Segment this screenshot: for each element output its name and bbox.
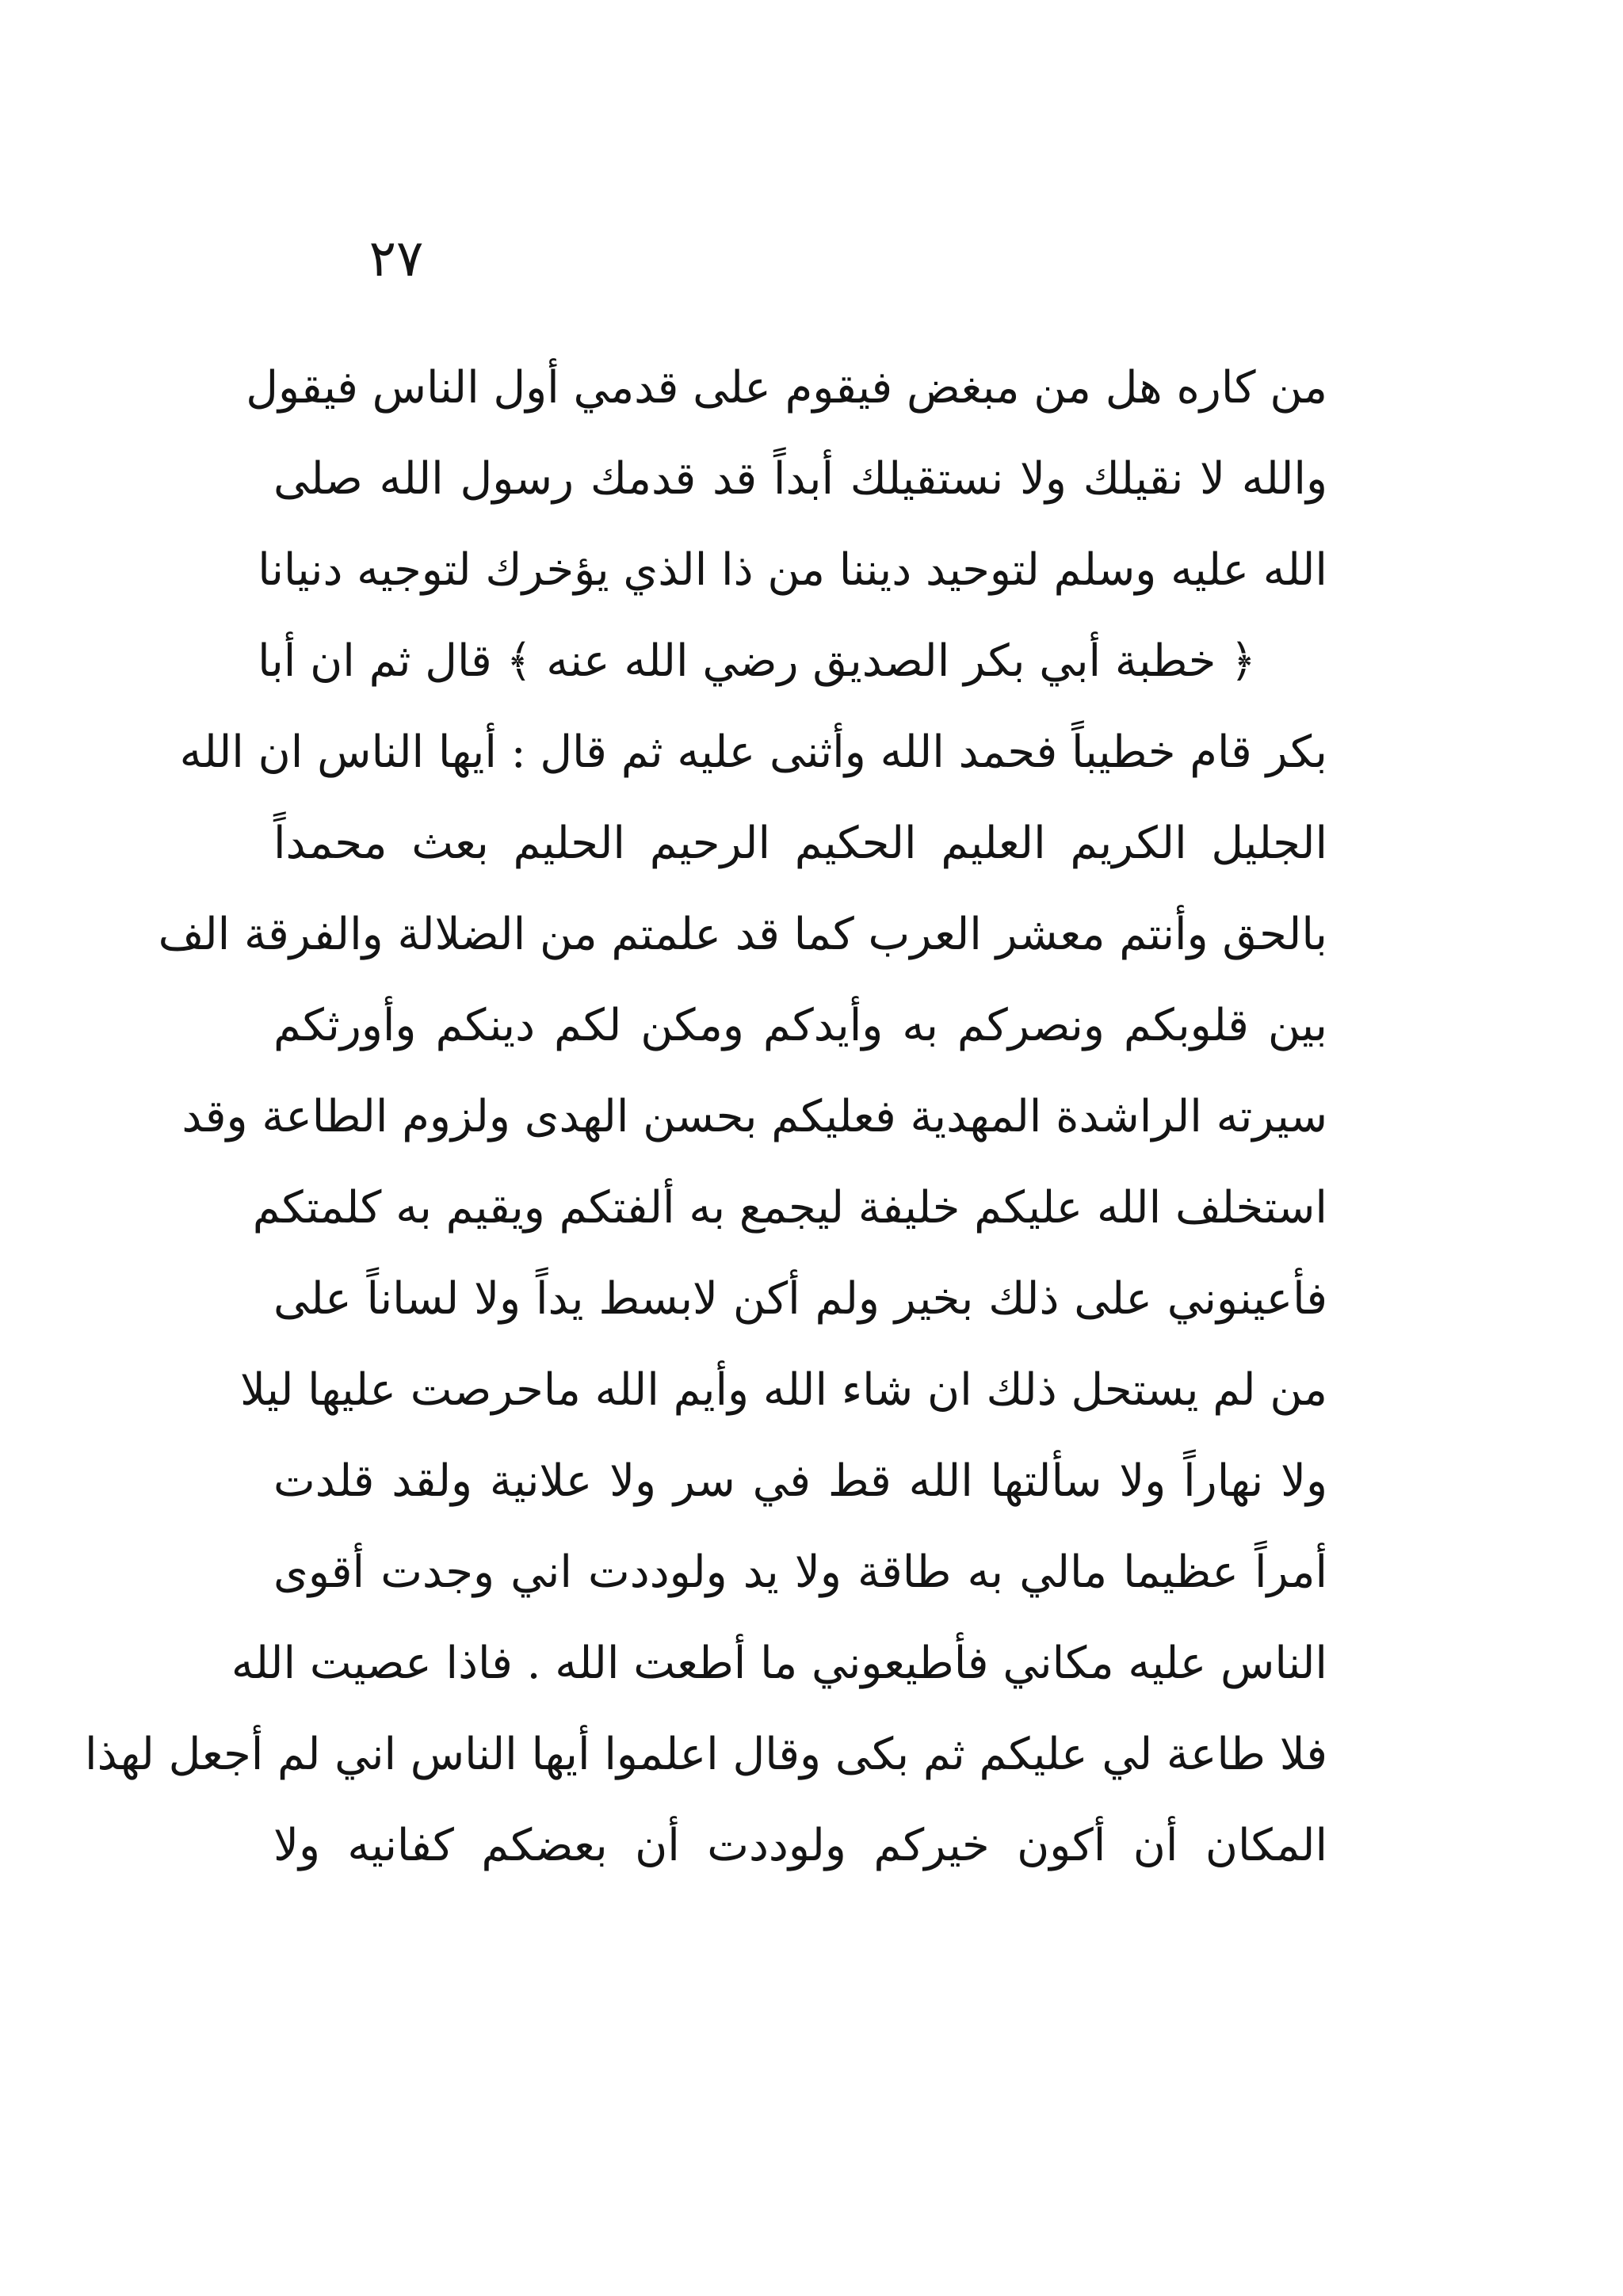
text-line: المكان أن أكون خيركم ولوددت أن بعضكم كفانيه ولا [273, 1820, 1327, 1871]
text-line: الجليل الكريم العليم الحكيم الرحيم الحليم بعث محمداً [273, 818, 1327, 869]
text-line: أمراً عظيما مالي به طاقة ولا يد ولوددت اني وجدت أقوى [273, 1547, 1327, 1598]
text-line: الله عليه وسلم لتوحيد ديننا من ذا الذي يؤخرك لتوجيه دنيانا [258, 544, 1327, 596]
text-line: من كاره هل من مبغض فيقوم على قدمي أول الناس فيقول [246, 362, 1327, 414]
text-line: فلا طاعة لي عليكم ثم بكى وقال اعلموا أيها الناس اني لم أجعل لهذا [85, 1729, 1327, 1780]
text-line: والله لا نقيلك ولا نستقيلك أبداً قد قدمك رسول الله صلى [273, 453, 1327, 505]
text-line: فأعينوني على ذلك بخير ولم أكن لابسط يداً ولا لساناً على [273, 1273, 1327, 1325]
text-line: ولا نهاراً ولا سألتها الله قط في سر ولا علانية ولقد قلدت [273, 1455, 1327, 1507]
text-line: الناس عليه مكاني فأطيعوني ما أطعت الله . فاذا عصيت الله [231, 1638, 1327, 1689]
text-line: بين قلوبكم ونصركم به وأيدكم ومكن لكم دينكم وأورثكم [273, 1000, 1327, 1051]
page-number: ٢٧ [369, 230, 424, 288]
text-line: بالحق وأنتم معشر العرب كما قد علمتم من الضلالة والفرقة الف [158, 909, 1327, 960]
text-line: بكر قام خطيباً فحمد الله وأثنى عليه ثم قال : أيها الناس ان الله [179, 727, 1327, 778]
page-body-text [85, 342, 1327, 1891]
section-heading-line: ﴿ خطبة أبي بكر الصديق رضي الله عنه ﴾ قال ثم ان أبا [258, 635, 1256, 687]
text-line: استخلف الله عليكم خليفة ليجمع به ألفتكم ويقيم به كلمتكم [252, 1182, 1327, 1234]
text-line: من لم يستحل ذلك ان شاء الله وأيم الله ماحرصت عليها ليلا [240, 1364, 1327, 1416]
text-line: سيرته الراشدة المهدية فعليكم بحسن الهدى ولزوم الطاعة وقد [181, 1091, 1327, 1142]
